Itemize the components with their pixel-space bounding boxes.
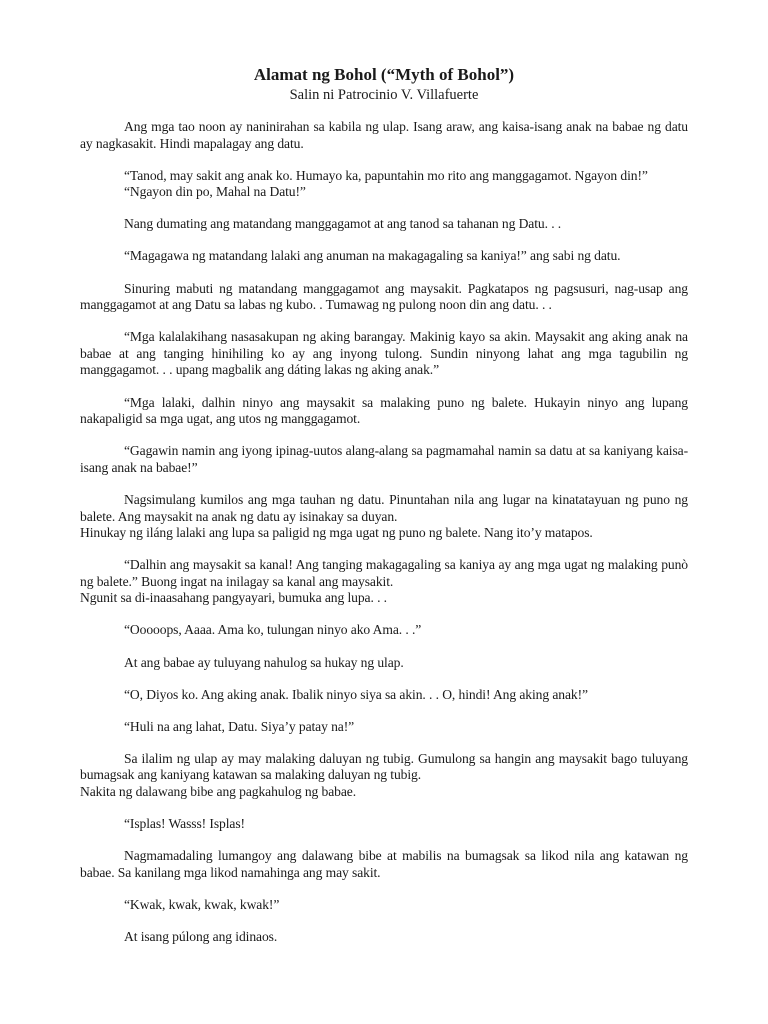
paragraph-line: “Gagawin namin ang iyong ipinag-uutos alang-alang sa pagmamahal namin sa datu at sa kaniyang kaisa-isang anak na babae!”	[80, 443, 688, 475]
paragraph	[80, 687, 688, 704]
paragraph-line: Sinuring mabuti ng matandang manggagamot ang maysakit. Pagkatapos ng pagsusuri, nag-usap ang manggagamot at ang Datu sa labas ng kubo. . Tumawag ng pulong noon din ang datu. . .	[80, 280, 688, 313]
paragraph	[80, 897, 688, 914]
paragraph-line: “Mga kalalakihang nasasakupan ng aking barangay. Makinig kayo sa akin. Maysakit ang aking anak na babae at ang tanging hinihiling ko ay ang inyong tulong. Sundin ninyong lahat ang mga tagubilin ng manggagamot. . . upang magbalik ang dáting lakas ng aking anak.”	[80, 329, 688, 378]
paragraph-line: “O, Diyos ko. Ang aking anak. Ibalik ninyo siya sa akin. . . O, hindi! Ang aking anak!”	[124, 686, 588, 702]
paragraph	[80, 248, 688, 265]
paragraph-line: “Tanod, may sakit ang anak ko. Humayo ka, papuntahin mo rito ang manggagamot. Ngayon din!”	[124, 167, 648, 183]
paragraph	[80, 168, 688, 201]
paragraph	[80, 329, 688, 379]
paragraph-line: “Isplas! Wasss! Isplas!	[124, 816, 245, 832]
paragraph	[80, 119, 688, 152]
paragraph-line: Nakita ng dalawang bibe ang pagkahulog ng babae.	[80, 784, 357, 800]
paragraph-line: Ang mga tao noon ay naninirahan sa kabila ng ulap. Isang araw, ang kaisa-isang anak na babae ng datu ay nagkasakit. Hindi mapalagay ang datu.	[80, 119, 688, 151]
paragraph-line: “Ooooops, Aaaa. Ama ko, tulungan ninyo ako Ama. . .”	[124, 622, 422, 638]
paragraph	[80, 816, 688, 833]
paragraph-line: At isang púlong ang idinaos.	[124, 929, 278, 944]
paragraph	[80, 395, 688, 428]
paragraph-line: “Ngayon din po, Mahal na Datu!”	[124, 184, 306, 200]
paragraph-line: “Kwak, kwak, kwak, kwak!”	[124, 896, 280, 912]
document-title: Alamat ng Bohol (“Myth of Bohol”)	[253, 65, 515, 84]
paragraph	[80, 281, 688, 314]
paragraph	[80, 751, 688, 801]
paragraph	[80, 929, 688, 946]
document-page	[80, 64, 688, 961]
paragraph	[80, 719, 688, 736]
document-subtitle: Salin ni Patrocinio V. Villafuerte	[289, 87, 479, 103]
paragraph-line: “Huli na ang lahat, Datu. Siya’y patay na!”	[124, 718, 355, 734]
paragraph	[80, 443, 688, 476]
paragraph-line: Nagmamadaling lumangoy ang dalawang bibe at mabilis na bumagsak sa likod nila ang katawan ng babae. Sa kanilang mga likod namahinga ang may sakit.	[80, 848, 688, 880]
paragraph	[80, 557, 688, 607]
paragraph-line: Sa ilalim ng ulap ay may malaking daluyan ng tubig. Gumulong sa hangin ang maysakit bago tuluyang bumagsak ang kaniyang katawan sa malaking daluyan ng tubig.	[80, 750, 688, 783]
paragraph-line: “Dalhin ang maysakit sa kanal! Ang tanging makagagaling sa kaniya ay ang mga ugat ng malaking punò ng balete.” Buong ingat na inilagay sa kanal ang maysakit.	[80, 557, 688, 589]
paragraph	[80, 492, 688, 542]
paragraph-line: Ngunit sa di-inaasahang pangyayari, bumuka ang lupa. . .	[80, 590, 387, 606]
paragraph-line: “Magagawa ng matandang lalaki ang anuman na makagagaling sa kaniya!” ang sabi ng datu.	[124, 248, 621, 264]
paragraph-line: “Mga lalaki, dalhin ninyo ang maysakit sa malaking puno ng balete. Hukayin ninyo ang lupang nakapaligid sa mga ugat, ang utos ng manggagamot.	[80, 394, 688, 427]
paragraph-line: At ang babae ay tuluyang nahulog sa hukay ng ulap.	[124, 654, 404, 670]
paragraph	[80, 622, 688, 639]
paragraph	[80, 655, 688, 672]
document-body	[80, 119, 688, 946]
paragraph	[80, 216, 688, 233]
paragraph	[80, 848, 688, 881]
paragraph-line: Nagsimulang kumilos ang mga tauhan ng datu. Pinuntahan nila ang lugar na kinatatayuan ng puno ng balete. Ang maysakit na anak ng datu ay isinakay sa duyan.	[80, 491, 688, 524]
paragraph-line: Nang dumating ang matandang manggagamot at ang tanod sa tahanan ng Datu. . .	[124, 216, 562, 232]
paragraph-line: Hinukay ng iláng lalaki ang lupa sa paligid ng mga ugat ng puno ng balete. Nang ito’y matapos.	[80, 525, 593, 541]
